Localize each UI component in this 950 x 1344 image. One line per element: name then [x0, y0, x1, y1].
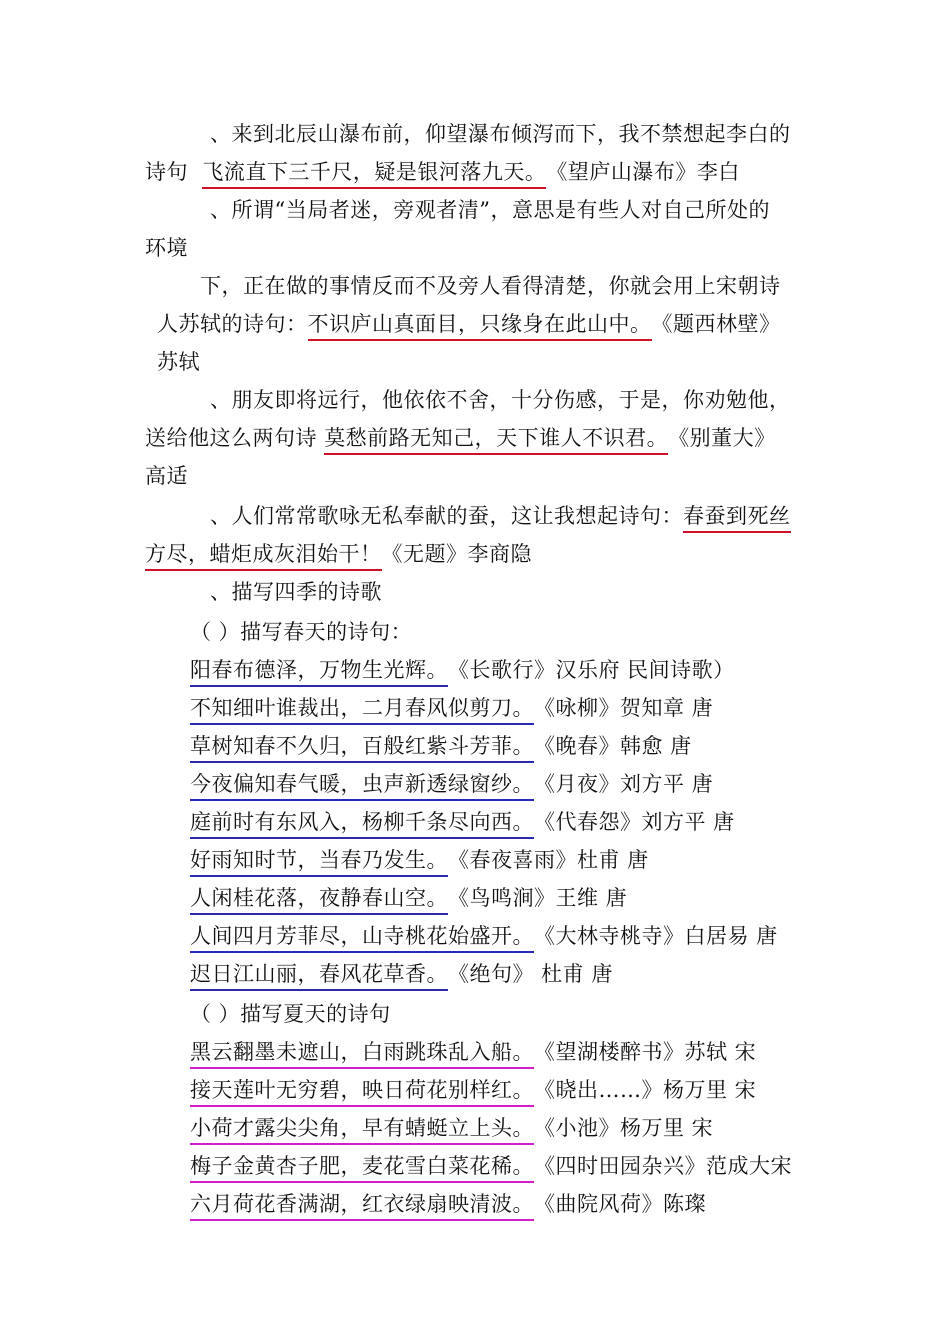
- spring-poem-line: [190, 884, 627, 915]
- poem-source: 《春夜喜雨》杜甫 唐: [448, 848, 649, 872]
- poem-source: 《四时田园杂兴》范成大宋: [534, 1154, 792, 1178]
- poem-source: 《曲院风荷》陈璨: [534, 1192, 706, 1216]
- spring-poem-line: [190, 922, 778, 953]
- poem-source: 《绝句》 杜甫 唐: [448, 962, 613, 986]
- spring-poem-line: [190, 960, 613, 991]
- poem-source: 《大林寺桃寺》白居易 唐: [534, 924, 778, 948]
- poem-source: 《题西林壁》: [651, 312, 781, 336]
- spring-poem-line: [190, 694, 713, 725]
- summer-poem-line: [190, 1076, 756, 1107]
- poem-answer-underlined: 飞流直下三千尺，疑是银河落九天。: [202, 158, 546, 189]
- item-3-line-2: [145, 424, 776, 455]
- poem-line-underlined: 人间四月芳菲尽，山寺桃花始盛开。: [190, 922, 534, 953]
- item-2-line-2: [145, 234, 188, 262]
- poem-line-underlined: 人闲桂花落，夜静春山空。: [190, 884, 448, 915]
- poem-source: 《咏柳》贺知章 唐: [534, 696, 714, 720]
- spring-poem-line: [190, 732, 692, 763]
- paragraph-text: 、所谓“当局者迷，旁观者清”，意思是有些人对自己所处的: [210, 198, 770, 222]
- poem-answer-underlined: 不识庐山真面目，只缘身在此山中。: [308, 310, 652, 341]
- poem-answer-underlined: 方尽，蜡炬成灰泪始干！: [145, 540, 382, 571]
- poem-source: 《望湖楼醉书》苏轼 宋: [534, 1040, 757, 1064]
- section-heading-four-seasons: [210, 578, 382, 606]
- poem-source: 《别董大》: [668, 426, 776, 450]
- item-4-line-1: [210, 502, 791, 533]
- paragraph-text: 、来到北辰山瀑布前，仰望瀑布倾泻而下，我不禁想起李白的: [210, 122, 791, 146]
- poem-answer-underlined: 莫愁前路无知己，天下谁人不识君。: [324, 424, 668, 455]
- summer-poem-line: [190, 1114, 713, 1145]
- paragraph-text: 、朋友即将远行，他依依不舍，十分伤感，于是，你劝勉他，: [210, 388, 791, 412]
- poem-author: 苏轼: [157, 350, 200, 374]
- item-2-line-5: [157, 348, 200, 376]
- poem-answer-underlined: 春蚕到死丝: [683, 502, 791, 533]
- poem-line-underlined: 六月荷花香满湖，红衣绿扇映清波。: [190, 1190, 534, 1221]
- poem-source: 《鸟鸣涧》王维 唐: [448, 886, 628, 910]
- item-2-line-1: [210, 196, 770, 224]
- item-1-line-1: [210, 120, 791, 148]
- item-3-line-3: [145, 462, 188, 490]
- poem-source: 《代春怨》刘方平 唐: [534, 810, 735, 834]
- paragraph-text: 下，正在做的事情反而不及旁人看得清楚，你就会用上宋朝诗: [200, 274, 781, 298]
- poem-line-underlined: 迟日江山丽，春风花草香。: [190, 960, 448, 991]
- poem-source: 《长歌行》汉乐府 民间诗歌）: [448, 658, 735, 682]
- poem-line-underlined: 黑云翻墨未遮山，白雨跳珠乱入船。: [190, 1038, 534, 1069]
- poem-line-underlined: 庭前时有东风入，杨柳千条尽向西。: [190, 808, 534, 839]
- item-2-line-4: [157, 310, 781, 341]
- paragraph-text: 诗句: [145, 160, 188, 184]
- summer-heading: [190, 1000, 391, 1028]
- poem-source: 《晚春》韩愈 唐: [534, 734, 692, 758]
- poem-line-underlined: 今夜偏知春气暖，虫声新透绿窗纱。: [190, 770, 534, 801]
- paragraph-text: 、人们常常歌咏无私奉献的蚕，这让我想起诗句：: [210, 504, 683, 528]
- poem-author: 高适: [145, 464, 188, 488]
- poem-line-underlined: 接天莲叶无穷碧，映日荷花别样红。: [190, 1076, 534, 1107]
- paragraph-text: 环境: [145, 236, 188, 260]
- heading-text: （ ）描写夏天的诗句: [190, 1002, 391, 1026]
- spring-heading: [190, 618, 412, 646]
- item-4-line-2: [145, 540, 532, 571]
- item-2-line-3: [200, 272, 781, 300]
- poem-line-underlined: 阳春布德泽，万物生光辉。: [190, 656, 448, 687]
- poem-source: 《小池》杨万里 宋: [534, 1116, 714, 1140]
- poem-line-underlined: 不知细叶谁裁出，二月春风似剪刀。: [190, 694, 534, 725]
- poem-source: 《月夜》刘方平 唐: [534, 772, 714, 796]
- spring-poem-line: [190, 770, 713, 801]
- heading-text: 、描写四季的诗歌: [210, 580, 382, 604]
- item-3-line-1: [210, 386, 791, 414]
- summer-poem-line: [190, 1152, 792, 1183]
- paragraph-text: 人苏轼的诗句：: [157, 312, 308, 336]
- paragraph-text: 送给他这么两句诗: [145, 426, 317, 450]
- spring-poem-line: [190, 656, 735, 687]
- poem-line-underlined: 好雨知时节，当春乃发生。: [190, 846, 448, 877]
- poem-source: 《晓出……》杨万里 宋: [534, 1078, 757, 1102]
- item-1-line-2: [145, 158, 740, 189]
- heading-text: （ ）描写春天的诗句：: [190, 620, 413, 644]
- summer-poem-line: [190, 1038, 756, 1069]
- poem-source: 《望庐山瀑布》李白: [546, 160, 740, 184]
- poem-line-underlined: 草树知春不久归，百般红紫斗芳菲。: [190, 732, 534, 763]
- spring-poem-line: [190, 808, 735, 839]
- poem-line-underlined: 小荷才露尖尖角，早有蜻蜓立上头。: [190, 1114, 534, 1145]
- poem-line-underlined: 梅子金黄杏子肥，麦花雪白菜花稀。: [190, 1152, 534, 1183]
- spring-poem-line: [190, 846, 649, 877]
- poem-source: 《无题》李商隐: [381, 542, 532, 566]
- summer-poem-line: [190, 1190, 706, 1221]
